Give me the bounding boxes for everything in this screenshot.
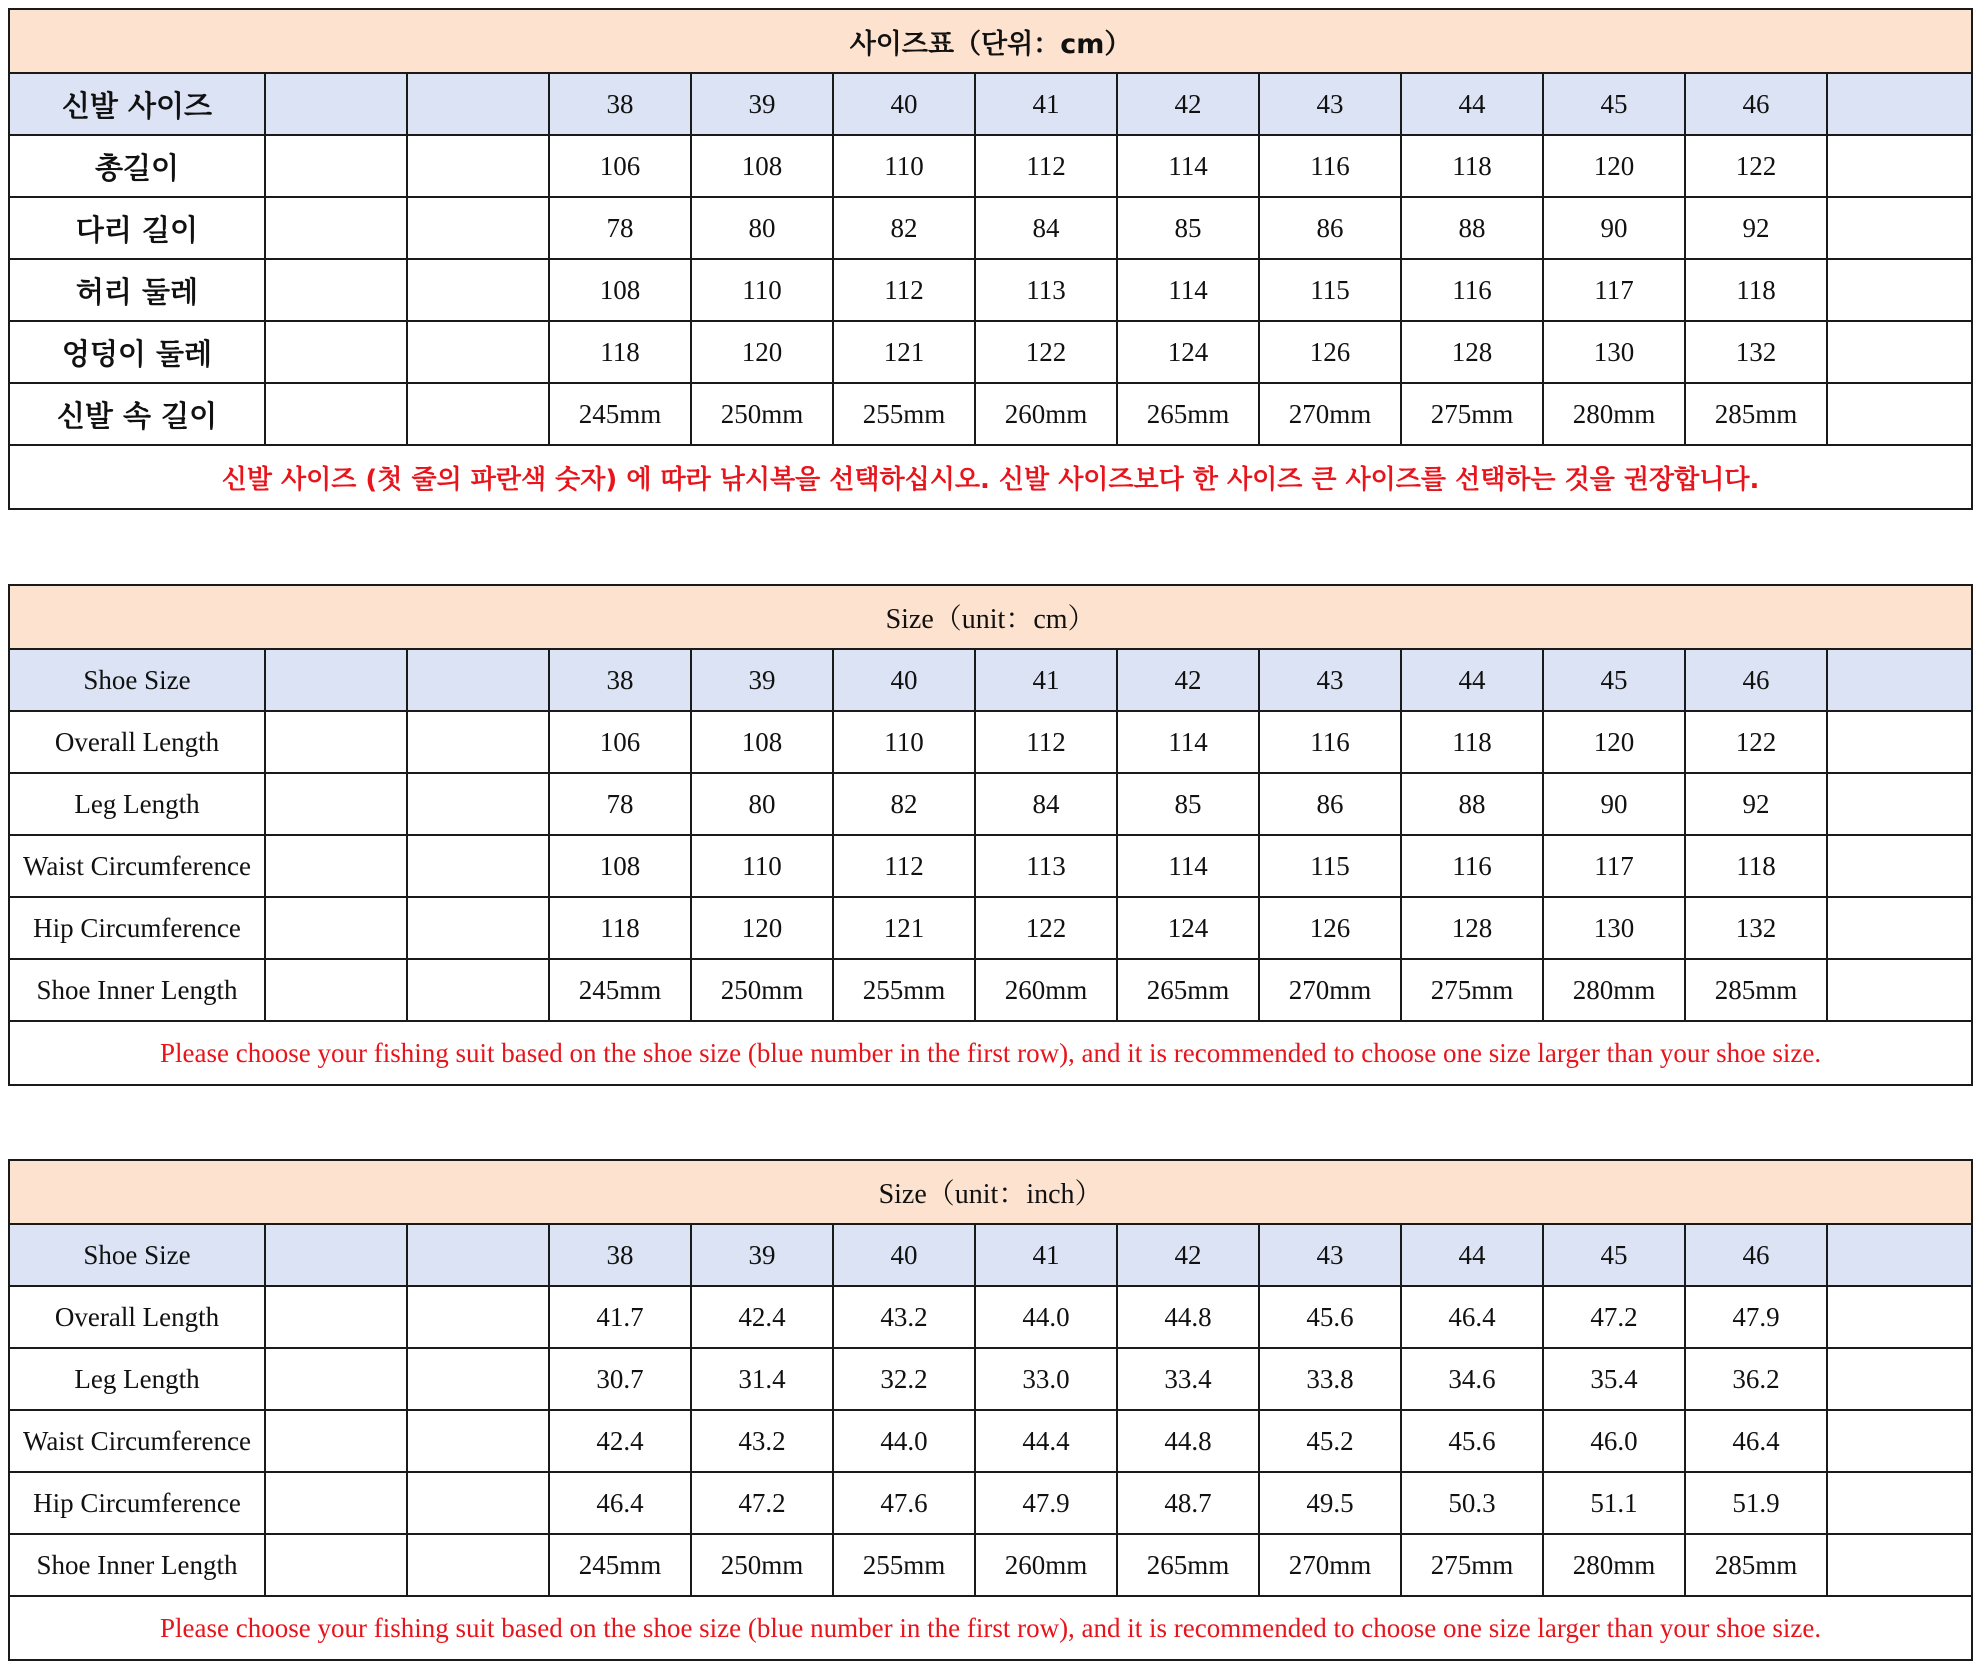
measurement-cell: 92 bbox=[1685, 197, 1827, 259]
table-row bbox=[9, 1472, 1972, 1534]
shoe-size-cell: 46 bbox=[1685, 1224, 1827, 1286]
shoe-size-cell: 42 bbox=[1117, 73, 1259, 135]
shoe-size-label: Shoe Size bbox=[9, 649, 265, 711]
measurement-cell: 265mm bbox=[1117, 383, 1259, 445]
empty-cell bbox=[265, 711, 407, 773]
empty-cell bbox=[407, 1534, 549, 1596]
measurement-cell: 51.9 bbox=[1685, 1472, 1827, 1534]
empty-cell bbox=[407, 649, 549, 711]
empty-cell bbox=[1827, 73, 1972, 135]
measurement-cell: 132 bbox=[1685, 321, 1827, 383]
row-label: Leg Length bbox=[9, 773, 265, 835]
measurement-cell: 82 bbox=[833, 197, 975, 259]
shoe-size-label: Shoe Size bbox=[9, 1224, 265, 1286]
measurement-cell: 118 bbox=[1685, 835, 1827, 897]
empty-cell bbox=[265, 259, 407, 321]
empty-cell bbox=[1827, 1224, 1972, 1286]
size-table-korean-cm bbox=[8, 8, 1973, 510]
empty-cell bbox=[265, 1534, 407, 1596]
measurement-cell: 126 bbox=[1259, 897, 1401, 959]
row-label: Shoe Inner Length bbox=[9, 959, 265, 1021]
empty-cell bbox=[265, 197, 407, 259]
shoe-size-cell: 46 bbox=[1685, 73, 1827, 135]
empty-cell bbox=[407, 383, 549, 445]
measurement-cell: 32.2 bbox=[833, 1348, 975, 1410]
measurement-cell: 114 bbox=[1117, 259, 1259, 321]
measurement-cell: 114 bbox=[1117, 135, 1259, 197]
empty-cell bbox=[1827, 1348, 1972, 1410]
measurement-cell: 44.4 bbox=[975, 1410, 1117, 1472]
measurement-cell: 116 bbox=[1401, 835, 1543, 897]
measurement-cell: 86 bbox=[1259, 197, 1401, 259]
empty-cell bbox=[407, 259, 549, 321]
measurement-cell: 49.5 bbox=[1259, 1472, 1401, 1534]
measurement-cell: 33.4 bbox=[1117, 1348, 1259, 1410]
measurement-cell: 255mm bbox=[833, 383, 975, 445]
measurement-cell: 122 bbox=[1685, 135, 1827, 197]
measurement-cell: 116 bbox=[1259, 711, 1401, 773]
shoe-size-cell: 43 bbox=[1259, 73, 1401, 135]
measurement-cell: 132 bbox=[1685, 897, 1827, 959]
size-table-english-cm bbox=[8, 584, 1973, 1086]
empty-cell bbox=[265, 321, 407, 383]
empty-cell bbox=[265, 1348, 407, 1410]
empty-cell bbox=[1827, 259, 1972, 321]
measurement-cell: 275mm bbox=[1401, 383, 1543, 445]
measurement-cell: 84 bbox=[975, 197, 1117, 259]
table-row bbox=[9, 711, 1972, 773]
measurement-cell: 250mm bbox=[691, 959, 833, 1021]
empty-cell bbox=[1827, 197, 1972, 259]
measurement-cell: 36.2 bbox=[1685, 1348, 1827, 1410]
measurement-cell: 46.4 bbox=[549, 1472, 691, 1534]
empty-cell bbox=[407, 959, 549, 1021]
measurement-cell: 275mm bbox=[1401, 959, 1543, 1021]
measurement-cell: 255mm bbox=[833, 1534, 975, 1596]
measurement-cell: 115 bbox=[1259, 835, 1401, 897]
measurement-cell: 126 bbox=[1259, 321, 1401, 383]
table-row bbox=[9, 1348, 1972, 1410]
measurement-cell: 120 bbox=[1543, 135, 1685, 197]
measurement-cell: 245mm bbox=[549, 959, 691, 1021]
row-label: Hip Circumference bbox=[9, 897, 265, 959]
shoe-size-cell: 39 bbox=[691, 649, 833, 711]
measurement-cell: 106 bbox=[549, 135, 691, 197]
table-row bbox=[9, 835, 1972, 897]
sizing-advice-note: Please choose your fishing suit based on the shoe size (blue number in the first row), and it is recommended to choose one size larger than your shoe size. bbox=[9, 1021, 1972, 1085]
table-row bbox=[9, 321, 1972, 383]
row-label: Leg Length bbox=[9, 1348, 265, 1410]
empty-cell bbox=[407, 1348, 549, 1410]
measurement-cell: 42.4 bbox=[691, 1286, 833, 1348]
measurement-cell: 260mm bbox=[975, 959, 1117, 1021]
measurement-cell: 120 bbox=[691, 321, 833, 383]
shoe-size-cell: 45 bbox=[1543, 73, 1685, 135]
measurement-cell: 90 bbox=[1543, 197, 1685, 259]
shoe-size-cell: 44 bbox=[1401, 73, 1543, 135]
row-label: 허리 둘레 bbox=[9, 259, 265, 321]
measurement-cell: 122 bbox=[975, 321, 1117, 383]
measurement-cell: 78 bbox=[549, 197, 691, 259]
sizing-advice-note: 신발 사이즈 (첫 줄의 파란색 숫자) 에 따라 낚시복을 선택하십시오. 신발 사이즈보다 한 사이즈 큰 사이즈를 선택하는 것을 권장합니다. bbox=[9, 445, 1972, 509]
measurement-cell: 34.6 bbox=[1401, 1348, 1543, 1410]
measurement-cell: 48.7 bbox=[1117, 1472, 1259, 1534]
measurement-cell: 122 bbox=[1685, 711, 1827, 773]
measurement-cell: 46.4 bbox=[1401, 1286, 1543, 1348]
empty-cell bbox=[265, 773, 407, 835]
empty-cell bbox=[265, 1472, 407, 1534]
measurement-cell: 118 bbox=[1401, 135, 1543, 197]
measurement-cell: 112 bbox=[975, 135, 1117, 197]
shoe-size-cell: 45 bbox=[1543, 1224, 1685, 1286]
shoe-size-cell: 40 bbox=[833, 73, 975, 135]
table-row bbox=[9, 1534, 1972, 1596]
shoe-size-cell: 46 bbox=[1685, 649, 1827, 711]
measurement-cell: 43.2 bbox=[833, 1286, 975, 1348]
measurement-cell: 117 bbox=[1543, 835, 1685, 897]
empty-cell bbox=[1827, 649, 1972, 711]
measurement-cell: 113 bbox=[975, 835, 1117, 897]
measurement-cell: 85 bbox=[1117, 197, 1259, 259]
empty-cell bbox=[265, 897, 407, 959]
measurement-cell: 130 bbox=[1543, 897, 1685, 959]
measurement-cell: 270mm bbox=[1259, 959, 1401, 1021]
table-title: Size（unit：inch） bbox=[9, 1160, 1972, 1224]
measurement-cell: 106 bbox=[549, 711, 691, 773]
measurement-cell: 41.7 bbox=[549, 1286, 691, 1348]
shoe-size-cell: 45 bbox=[1543, 649, 1685, 711]
measurement-cell: 270mm bbox=[1259, 383, 1401, 445]
measurement-cell: 86 bbox=[1259, 773, 1401, 835]
shoe-size-cell: 42 bbox=[1117, 649, 1259, 711]
measurement-cell: 115 bbox=[1259, 259, 1401, 321]
empty-cell bbox=[1827, 959, 1972, 1021]
empty-cell bbox=[1827, 1286, 1972, 1348]
measurement-cell: 255mm bbox=[833, 959, 975, 1021]
measurement-cell: 50.3 bbox=[1401, 1472, 1543, 1534]
measurement-cell: 118 bbox=[1685, 259, 1827, 321]
shoe-size-cell: 38 bbox=[549, 1224, 691, 1286]
empty-cell bbox=[265, 959, 407, 1021]
measurement-cell: 33.0 bbox=[975, 1348, 1117, 1410]
measurement-cell: 265mm bbox=[1117, 1534, 1259, 1596]
measurement-cell: 33.8 bbox=[1259, 1348, 1401, 1410]
measurement-cell: 260mm bbox=[975, 1534, 1117, 1596]
empty-cell bbox=[407, 1472, 549, 1534]
measurement-cell: 121 bbox=[833, 897, 975, 959]
measurement-cell: 88 bbox=[1401, 773, 1543, 835]
measurement-cell: 117 bbox=[1543, 259, 1685, 321]
measurement-cell: 114 bbox=[1117, 835, 1259, 897]
shoe-size-header-row bbox=[9, 649, 1972, 711]
empty-cell bbox=[265, 1286, 407, 1348]
measurement-cell: 42.4 bbox=[549, 1410, 691, 1472]
measurement-cell: 85 bbox=[1117, 773, 1259, 835]
measurement-cell: 285mm bbox=[1685, 1534, 1827, 1596]
empty-cell bbox=[407, 1224, 549, 1286]
shoe-size-cell: 40 bbox=[833, 649, 975, 711]
table-row bbox=[9, 383, 1972, 445]
measurement-cell: 120 bbox=[691, 897, 833, 959]
measurement-cell: 92 bbox=[1685, 773, 1827, 835]
empty-cell bbox=[1827, 135, 1972, 197]
measurement-cell: 47.9 bbox=[1685, 1286, 1827, 1348]
measurement-cell: 88 bbox=[1401, 197, 1543, 259]
measurement-cell: 80 bbox=[691, 197, 833, 259]
shoe-size-label: 신발 사이즈 bbox=[9, 73, 265, 135]
measurement-cell: 275mm bbox=[1401, 1534, 1543, 1596]
shoe-size-cell: 44 bbox=[1401, 649, 1543, 711]
measurement-cell: 280mm bbox=[1543, 959, 1685, 1021]
measurement-cell: 124 bbox=[1117, 321, 1259, 383]
empty-cell bbox=[407, 835, 549, 897]
empty-cell bbox=[1827, 1410, 1972, 1472]
measurement-cell: 118 bbox=[1401, 711, 1543, 773]
measurement-cell: 250mm bbox=[691, 383, 833, 445]
measurement-cell: 112 bbox=[975, 711, 1117, 773]
size-table-english-inch bbox=[8, 1159, 1973, 1661]
shoe-size-cell: 43 bbox=[1259, 649, 1401, 711]
measurement-cell: 118 bbox=[549, 897, 691, 959]
measurement-cell: 122 bbox=[975, 897, 1117, 959]
measurement-cell: 110 bbox=[833, 135, 975, 197]
shoe-size-cell: 39 bbox=[691, 73, 833, 135]
row-label: 총길이 bbox=[9, 135, 265, 197]
row-label: 다리 길이 bbox=[9, 197, 265, 259]
measurement-cell: 80 bbox=[691, 773, 833, 835]
empty-cell bbox=[407, 135, 549, 197]
empty-cell bbox=[265, 649, 407, 711]
shoe-size-cell: 38 bbox=[549, 73, 691, 135]
measurement-cell: 31.4 bbox=[691, 1348, 833, 1410]
empty-cell bbox=[407, 321, 549, 383]
empty-cell bbox=[265, 1410, 407, 1472]
shoe-size-cell: 40 bbox=[833, 1224, 975, 1286]
empty-cell bbox=[1827, 897, 1972, 959]
row-label: Shoe Inner Length bbox=[9, 1534, 265, 1596]
measurement-cell: 280mm bbox=[1543, 1534, 1685, 1596]
measurement-cell: 108 bbox=[691, 711, 833, 773]
empty-cell bbox=[265, 383, 407, 445]
measurement-cell: 110 bbox=[691, 835, 833, 897]
shoe-size-cell: 39 bbox=[691, 1224, 833, 1286]
measurement-cell: 108 bbox=[549, 259, 691, 321]
empty-cell bbox=[407, 1286, 549, 1348]
row-label: Hip Circumference bbox=[9, 1472, 265, 1534]
empty-cell bbox=[265, 135, 407, 197]
measurement-cell: 116 bbox=[1401, 259, 1543, 321]
measurement-cell: 44.8 bbox=[1117, 1410, 1259, 1472]
empty-cell bbox=[407, 711, 549, 773]
measurement-cell: 245mm bbox=[549, 1534, 691, 1596]
measurement-cell: 44.0 bbox=[833, 1410, 975, 1472]
empty-cell bbox=[1827, 711, 1972, 773]
empty-cell bbox=[407, 897, 549, 959]
measurement-cell: 285mm bbox=[1685, 383, 1827, 445]
measurement-cell: 260mm bbox=[975, 383, 1117, 445]
table-row bbox=[9, 135, 1972, 197]
measurement-cell: 45.6 bbox=[1259, 1286, 1401, 1348]
shoe-size-header-row bbox=[9, 73, 1972, 135]
measurement-cell: 130 bbox=[1543, 321, 1685, 383]
table-row bbox=[9, 259, 1972, 321]
shoe-size-header-row bbox=[9, 1224, 1972, 1286]
measurement-cell: 121 bbox=[833, 321, 975, 383]
measurement-cell: 46.4 bbox=[1685, 1410, 1827, 1472]
measurement-cell: 116 bbox=[1259, 135, 1401, 197]
measurement-cell: 47.2 bbox=[1543, 1286, 1685, 1348]
empty-cell bbox=[1827, 1534, 1972, 1596]
empty-cell bbox=[1827, 835, 1972, 897]
measurement-cell: 90 bbox=[1543, 773, 1685, 835]
shoe-size-cell: 41 bbox=[975, 1224, 1117, 1286]
table-row bbox=[9, 197, 1972, 259]
measurement-cell: 45.2 bbox=[1259, 1410, 1401, 1472]
measurement-cell: 280mm bbox=[1543, 383, 1685, 445]
measurement-cell: 108 bbox=[691, 135, 833, 197]
measurement-cell: 43.2 bbox=[691, 1410, 833, 1472]
empty-cell bbox=[407, 197, 549, 259]
measurement-cell: 120 bbox=[1543, 711, 1685, 773]
table-title: Size（unit：cm） bbox=[9, 585, 1972, 649]
empty-cell bbox=[265, 1224, 407, 1286]
shoe-size-cell: 42 bbox=[1117, 1224, 1259, 1286]
measurement-cell: 30.7 bbox=[549, 1348, 691, 1410]
empty-cell bbox=[265, 73, 407, 135]
shoe-size-cell: 41 bbox=[975, 73, 1117, 135]
measurement-cell: 110 bbox=[691, 259, 833, 321]
measurement-cell: 51.1 bbox=[1543, 1472, 1685, 1534]
measurement-cell: 124 bbox=[1117, 897, 1259, 959]
shoe-size-cell: 41 bbox=[975, 649, 1117, 711]
empty-cell bbox=[1827, 383, 1972, 445]
measurement-cell: 44.0 bbox=[975, 1286, 1117, 1348]
row-label: Overall Length bbox=[9, 711, 265, 773]
empty-cell bbox=[407, 773, 549, 835]
measurement-cell: 46.0 bbox=[1543, 1410, 1685, 1472]
table-row bbox=[9, 897, 1972, 959]
row-label: Waist Circumference bbox=[9, 1410, 265, 1472]
measurement-cell: 44.8 bbox=[1117, 1286, 1259, 1348]
table-row bbox=[9, 1410, 1972, 1472]
measurement-cell: 45.6 bbox=[1401, 1410, 1543, 1472]
measurement-cell: 128 bbox=[1401, 321, 1543, 383]
row-label: Waist Circumference bbox=[9, 835, 265, 897]
measurement-cell: 112 bbox=[833, 259, 975, 321]
empty-cell bbox=[407, 1410, 549, 1472]
measurement-cell: 114 bbox=[1117, 711, 1259, 773]
empty-cell bbox=[1827, 321, 1972, 383]
measurement-cell: 265mm bbox=[1117, 959, 1259, 1021]
shoe-size-cell: 43 bbox=[1259, 1224, 1401, 1286]
measurement-cell: 108 bbox=[549, 835, 691, 897]
empty-cell bbox=[265, 835, 407, 897]
shoe-size-cell: 44 bbox=[1401, 1224, 1543, 1286]
measurement-cell: 113 bbox=[975, 259, 1117, 321]
measurement-cell: 47.6 bbox=[833, 1472, 975, 1534]
empty-cell bbox=[1827, 1472, 1972, 1534]
row-label: Overall Length bbox=[9, 1286, 265, 1348]
measurement-cell: 82 bbox=[833, 773, 975, 835]
measurement-cell: 84 bbox=[975, 773, 1117, 835]
measurement-cell: 285mm bbox=[1685, 959, 1827, 1021]
sizing-advice-note: Please choose your fishing suit based on the shoe size (blue number in the first row), and it is recommended to choose one size larger than your shoe size. bbox=[9, 1596, 1972, 1660]
empty-cell bbox=[407, 73, 549, 135]
measurement-cell: 47.9 bbox=[975, 1472, 1117, 1534]
empty-cell bbox=[1827, 773, 1972, 835]
measurement-cell: 250mm bbox=[691, 1534, 833, 1596]
measurement-cell: 118 bbox=[549, 321, 691, 383]
measurement-cell: 270mm bbox=[1259, 1534, 1401, 1596]
table-row bbox=[9, 959, 1972, 1021]
shoe-size-cell: 38 bbox=[549, 649, 691, 711]
row-label: 엉덩이 둘레 bbox=[9, 321, 265, 383]
measurement-cell: 112 bbox=[833, 835, 975, 897]
measurement-cell: 245mm bbox=[549, 383, 691, 445]
measurement-cell: 35.4 bbox=[1543, 1348, 1685, 1410]
measurement-cell: 47.2 bbox=[691, 1472, 833, 1534]
measurement-cell: 110 bbox=[833, 711, 975, 773]
measurement-cell: 128 bbox=[1401, 897, 1543, 959]
measurement-cell: 78 bbox=[549, 773, 691, 835]
table-row bbox=[9, 1286, 1972, 1348]
table-title: 사이즈표（단위：cm） bbox=[9, 9, 1972, 73]
row-label: 신발 속 길이 bbox=[9, 383, 265, 445]
table-row bbox=[9, 773, 1972, 835]
